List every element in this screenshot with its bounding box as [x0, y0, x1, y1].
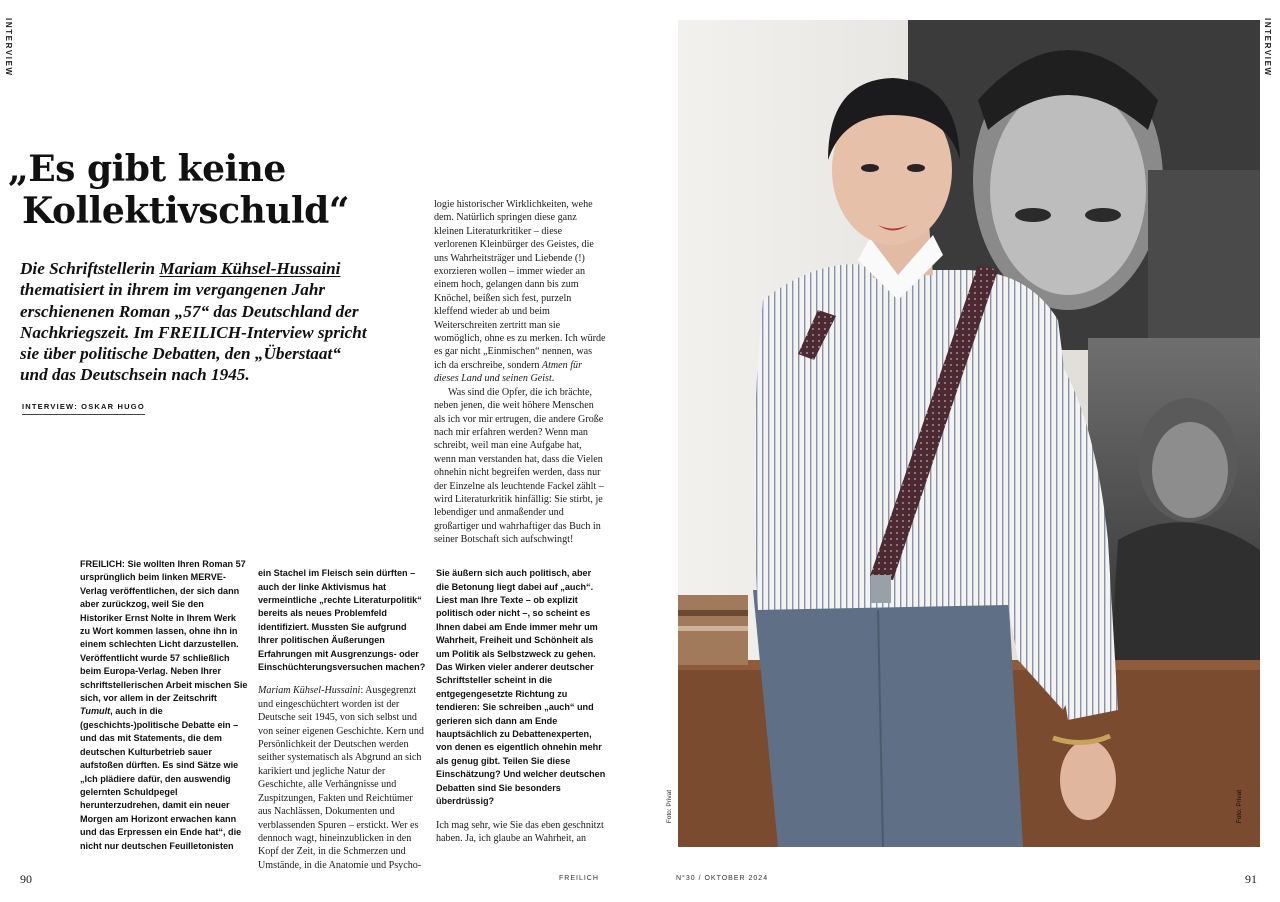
lede-rest: thematisiert in ihrem im vergangenen Jahr erschienenen Roman „57“ das Deutschland der Nachkriegszeit. Im FREILICH-Interview spricht sie über politische Debatten, den „Überstaat“ und das Deutschsein nach 1945. — [20, 280, 367, 385]
portrait-photo — [678, 20, 1260, 847]
speaker-name: Mariam Kühsel-Hussaini — [258, 685, 361, 697]
magazine-name: FREILICH — [559, 875, 599, 882]
answer-column-continuation — [434, 198, 606, 547]
question-answer-column-2 — [258, 558, 428, 882]
photo-credit: Foto: Privat — [666, 790, 673, 824]
photo-credit-inner: Foto: Privat — [1236, 790, 1243, 824]
question-column-1 — [80, 558, 248, 853]
page-number-right: 91 — [1245, 872, 1257, 886]
question-text: Sie äußern sich auch politisch, aber die Betonung liegt dabei auf „auch“. Liest man Ihre Texte – ob explizit politisch oder nicht –, so scheint es Ihnen dabei am Ende immer mehr um Wahrheit, Freiheit und Schönheit als um Politik als Selbstzweck zu gehen. Das Wirken vieler anderer deutscher Schriftsteller scheint in die entgegengesetzte Richtung zu tendieren: Sie schreiben „auch“ und gerieren sich dann am Ende hauptsächlich zu Debattenexperten, von denen es eigentlich ohnehin mehr als genug gibt. Teilen Sie diese Einschätzung? Und welcher deutschen Debatten sind Sie besonders überdrüssig? — [436, 568, 606, 806]
question-text: ein Stachel im Fleisch sein dürften – auch der linke Aktivismus hat vermeintliche „rechte Literaturpolitik“ bereits als neues Problemfeld identifiziert. Mussten Sie aufgrund Ihrer politischen Äußerungen Erfahrungen mit Ausgrenzungs- oder Einschüchterungsversuchen machen? — [258, 568, 426, 672]
answer-paragraph: logie historischer Wirklichkeiten, wehe dem. Natürlich springen diese ganz kleinen Literaturkritiker – diese verlorenen Kleinbürger des Geistes, die uns Wahrheitsträger und Liebende (!) exorzieren wollen – immer wieder an einem hoch, gelangen dann bis zum Knöchel, beißen sich fest, purzeln kleffend wieder ab und beim Weiterschreiten zertritt man sie womöglich, ohne es zu merken. Ich würde es gar nicht „Einmischen“ nennen, was ich da erschreibe, sondern Atmen für dieses Land und seinen Geist. — [434, 199, 606, 385]
question-answer-column-3 — [436, 558, 606, 855]
lede — [20, 258, 372, 386]
section-label-right: INTERVIEW — [1263, 18, 1272, 77]
issue-info: N°30 / OKTOBER 2024 — [676, 875, 769, 882]
author-name: Mariam Kühsel-Hussaini — [159, 259, 341, 278]
answer-paragraph: Was sind die Opfer, die ich brächte, neben jenen, die weit höhere Menschen als ich vor mir ertrugen, die andere Große nach mir erfahren werden? Wenn man schreibt, weil man eine Aufgabe hat, wenn man verstanden hat, dass die Vielen ohnehin nicht begreifen werden, dass nur der Einzelne als leuchtende Fackel zählt – wird Literaturkritik hinfällig: Sie stirbt, je lebendiger und anmaßender und großartiger und wahrhaftiger das Buch in seiner Botschaft sich aufschwingt! — [434, 386, 604, 546]
headline — [8, 148, 428, 232]
answer-text: Ich mag sehr, wie Sie das eben geschnitzt haben. Ja, ich glaube an Wahrheit, an — [436, 819, 604, 844]
interview-credit: INTERVIEW: OSKAR HUGO — [22, 402, 145, 415]
question-text: FREILICH: Sie wollten Ihren Roman 57 ursprünglich beim linken MERVE-Verlag veröffentlichen, der sich dann aber zurückzog, weil Sie den Historiker Ernst Nolte in Ihrem Werk zu Wort kommen lassen, ohne ihn in einem schlechten Licht darzustellen. Veröffentlicht wurde 57 schließlich beim Europa-Verlag. Neben Ihrer schriftstellerischen Arbeit mischen Sie sich, vor allem in der Zeitschrift Tumult, auch in die (geschichts-)politische Debatte ein – und das mit Statements, die dem deutschen Kulturbetrieb sauer aufstoßen dürften. Es sind Sätze wie „Ich plädiere dafür, den auswendig gelernten Schuldpegel herunterzudrehen, damit ein neuer Morgen am Horizont erwachen kann und das Erpressen ein Ende hat“, die nicht nur deutschen Feuilletonisten — [80, 559, 248, 851]
section-label: INTERVIEW — [4, 18, 13, 77]
answer-text: Mariam Kühsel-Hussaini: Ausgegrenzt und eingeschüchtert worden ist der Deutsche seit 1945, von sich selbst und von seiner eigenen Geschichte. Kern und Persönlichkeit der Deutschen werden seither systematisch als Abgrund an sich karikiert und jegliche Natur der Geschichte, alle Verhängnisse und Zuspitzungen, Fakten und Reichtümer aus Nachlässen, Dokumenten und verblassenden Spuren – erstickt. Wer es dennoch wagt, hineinzublicken in den Kopf der Zeit, in die Schmerzen und Umstände, in die Anatomie und Psycho- — [258, 685, 424, 871]
lede-intro: Die Schriftstellerin — [20, 259, 160, 278]
page-number-left: 90 — [20, 872, 32, 886]
portrait-illustration — [678, 20, 1260, 847]
headline-line-2: Kollektivschuld“ — [22, 190, 350, 232]
headline-line-1: „Es gibt keine — [8, 148, 286, 190]
